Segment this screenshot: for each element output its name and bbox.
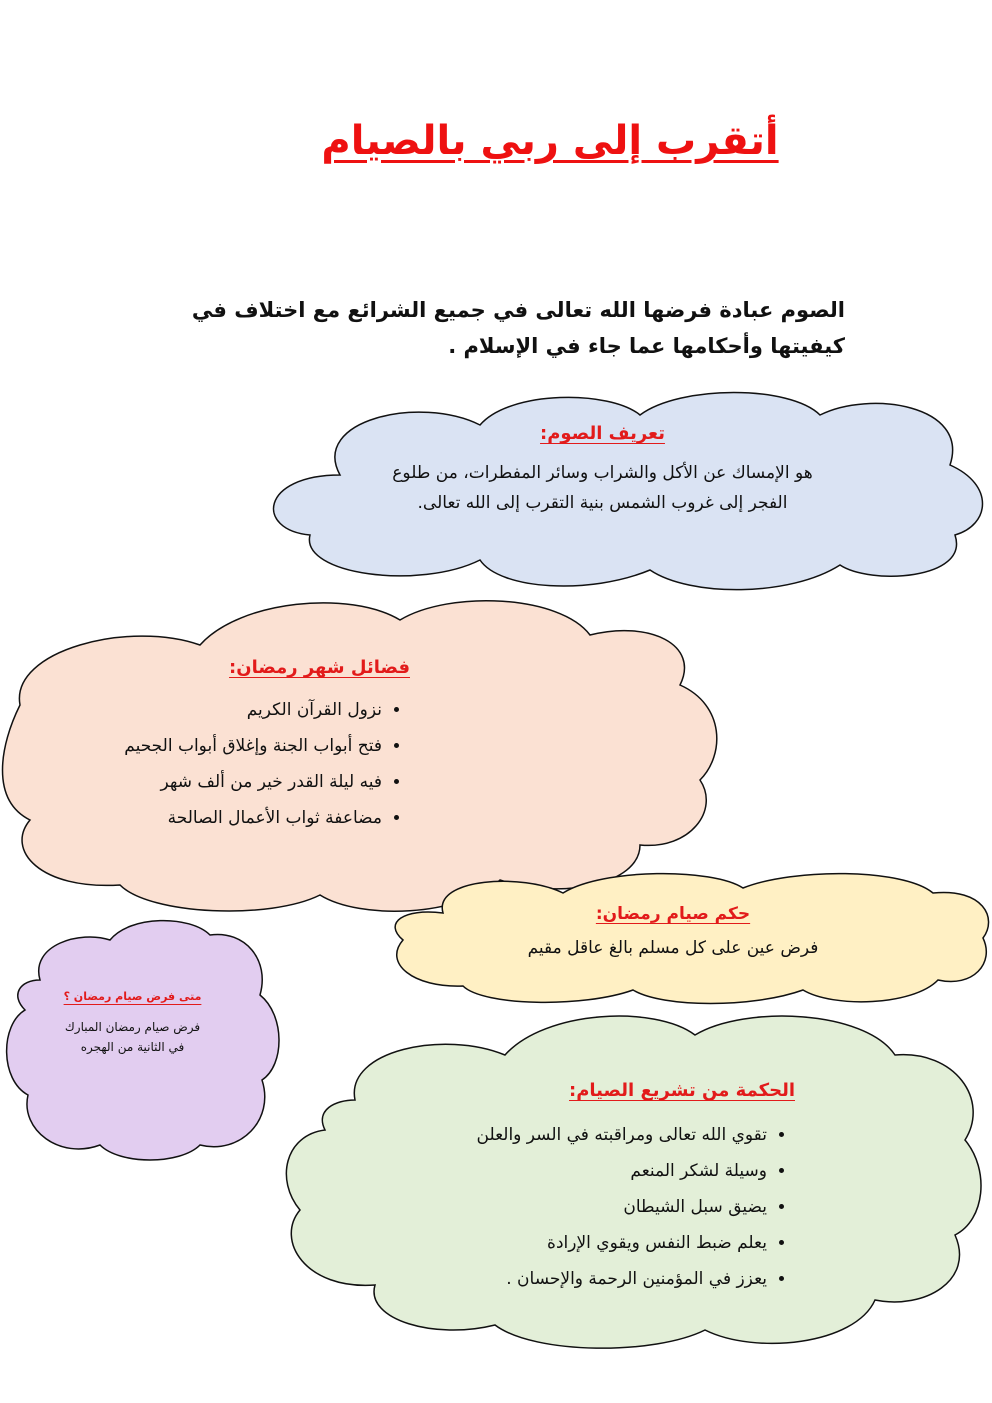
ruling-title: حكم صيام رمضان: [595, 904, 751, 924]
ruling-cloud [383, 868, 992, 1008]
list-item: • يعزز في المؤمنين الرحمة والإحسان . [400, 1261, 767, 1297]
list-item: • مضاعفة ثواب الأعمال الصالحة [110, 800, 382, 836]
when-cloud [0, 915, 285, 1165]
definition-title: تعريف الصوم: [540, 423, 665, 444]
ruling-text: فرض عين على كل مسلم بالغ عاقل مقيم [527, 938, 819, 958]
list-item: • وسيلة لشكر المنعم [400, 1153, 767, 1189]
virtues-list [110, 692, 410, 836]
list-item: • يضيق سبل الشيطان [400, 1189, 767, 1225]
wisdom-list [400, 1117, 795, 1297]
wisdom-cloud [275, 1010, 990, 1355]
definition-cloud [250, 385, 992, 597]
when-text: فرض صيام رمضان المبارك في الثانية من الهجره [64, 1020, 201, 1054]
wisdom-title: الحكمة من تشريع الصيام: [569, 1080, 795, 1101]
list-item: • فتح أبواب الجنة وإغلاق أبواب الجحيم [110, 728, 382, 764]
list-item: • يعلم ضبط النفس ويقوي الإرادة [400, 1225, 767, 1261]
list-item: • نزول القرآن الكريم [110, 692, 382, 728]
list-item: • تقوي الله تعالى ومراقبته في السر والعلن [400, 1117, 767, 1153]
when-title: متى فرض صيام رمضان ؟ [63, 990, 202, 1003]
list-item: • فيه ليلة القدر خير من ألف شهر [110, 764, 382, 800]
definition-text: هو الإمساك عن الأكل والشراب وسائر المفطرات، من طلوع الفجر إلى غروب الشمس بنية التقرب إلى الله تعالى. [392, 463, 813, 513]
page-title: أتقرب إلى ربي بالصيام [321, 118, 779, 164]
intro-paragraph: الصوم عبادة فرضها الله تعالى في جميع الشرائع مع اختلاف في كيفيتها وأحكامها عما جاء في الإسلام . [191, 298, 845, 358]
virtues-title: فضائل شهر رمضان: [229, 657, 410, 678]
